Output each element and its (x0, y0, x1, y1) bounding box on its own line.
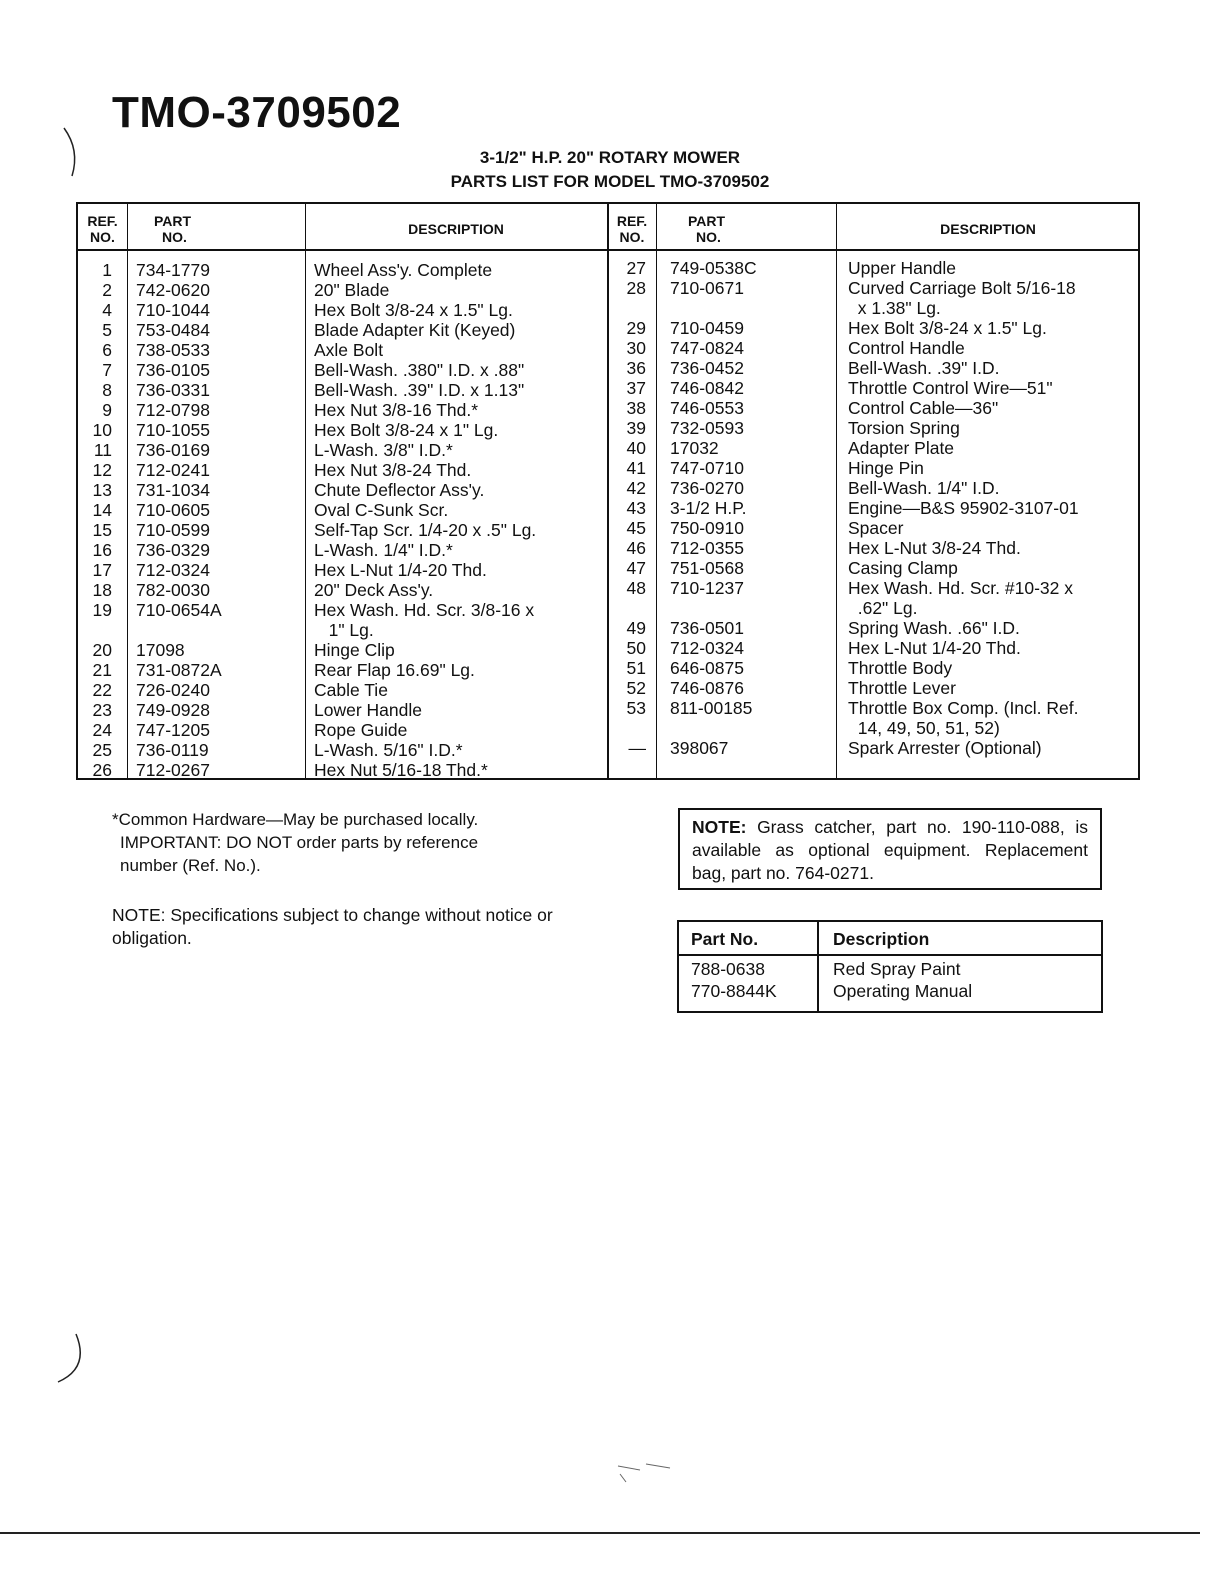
column-divider (817, 922, 819, 1011)
table-row (78, 358, 1138, 378)
ref-no-cell: 29 (626, 318, 646, 338)
part-no-cell: 750-0910 (670, 518, 744, 538)
description-cell: Hex L-Nut 1/4-20 Thd. (848, 638, 1021, 658)
description-cell: L-Wash. 3/8" I.D.* (314, 440, 453, 460)
part-no-cell: 736-0270 (670, 478, 744, 498)
ref-no-cell: 52 (626, 678, 646, 698)
header-ref-no-left (78, 210, 127, 248)
common-hardware-footnote (112, 808, 572, 877)
part-no-cell: 731-0872A (136, 660, 222, 680)
part-no-cell: 734-1779 (136, 260, 210, 280)
part-no-cell: 749-0538C (670, 258, 757, 278)
extra-row-description: Red Spray Paint (833, 959, 961, 979)
table-row (78, 678, 1138, 698)
footnote-line-3: number (Ref. No.). (120, 856, 261, 875)
ref-no-cell: 19 (92, 600, 112, 620)
right-row-group (78, 258, 1138, 758)
parts-list-table (76, 202, 1140, 780)
description-cell: Spacer (848, 518, 904, 538)
ref-no-cell: 26 (92, 760, 112, 780)
ref-no-cell: 25 (92, 740, 112, 760)
header-divider (679, 954, 1101, 956)
table-row (78, 458, 1138, 478)
table-row (78, 618, 1138, 638)
ref-no-cell: 47 (626, 558, 646, 578)
extra-row-description: Operating Manual (833, 981, 973, 1001)
scan-margin-mark (58, 124, 88, 180)
ref-no-cell: 48 (626, 578, 646, 598)
description-cell: Spring Wash. .66" I.D. (848, 618, 1020, 638)
subtitle-line-2: PARTS LIST FOR MODEL TMO-3709502 (450, 172, 770, 191)
part-no-cell: 17098 (136, 640, 185, 660)
extra-header-part-no: Part No. (691, 929, 759, 949)
specifications-note: NOTE: Specifications subject to change without notice or obligation. (112, 905, 553, 948)
description-cell: Throttle Lever (848, 678, 956, 698)
part-no-cell: 17032 (670, 438, 719, 458)
ref-no-cell: 27 (626, 258, 646, 278)
ref-no-cell: 39 (626, 418, 646, 438)
note-label: NOTE: (692, 817, 747, 837)
part-no-cell: 646-0875 (670, 658, 744, 678)
description-cell: Casing Clamp (848, 558, 958, 578)
description-cell: 20" Deck Ass'y. (314, 580, 434, 600)
table-row (78, 638, 1138, 658)
part-no-cell: 749-0928 (136, 700, 210, 720)
table-row (78, 258, 1138, 278)
header-part-line2: NO. (162, 229, 187, 245)
ref-no-cell: 4 (102, 300, 112, 320)
header-part-line2: NO. (696, 229, 721, 245)
scan-margin-mark (50, 1328, 90, 1388)
description-cell: Blade Adapter Kit (Keyed) (314, 320, 516, 340)
part-no-cell: 747-1205 (136, 720, 210, 740)
ref-no-cell: 16 (92, 540, 112, 560)
header-ref-line2: NO. (90, 229, 115, 245)
part-no-cell: 3-1/2 H.P. (670, 498, 747, 518)
table-row (78, 418, 1138, 438)
part-no-cell: 736-0329 (136, 540, 210, 560)
ref-no-cell: 53 (626, 698, 646, 718)
description-cell: Rope Guide (314, 720, 408, 740)
header-description-right: DESCRIPTION (940, 221, 1036, 237)
description-cell: Hex Bolt 3/8-24 x 1.5" Lg. (848, 318, 1047, 338)
ref-no-cell: 45 (626, 518, 646, 538)
description-cell: .62" Lg. (848, 598, 918, 618)
part-no-cell: 710-0599 (136, 520, 210, 540)
description-cell: Throttle Control Wire—51" (848, 378, 1053, 398)
header-ref-line1: REF. (87, 213, 118, 229)
page-title: TMO-3709502 (112, 88, 402, 137)
description-cell: 1" Lg. (314, 620, 374, 640)
description-cell: Self-Tap Scr. 1/4-20 x .5" Lg. (314, 520, 537, 540)
ref-no-cell: 8 (102, 380, 112, 400)
ref-no-cell: 38 (626, 398, 646, 418)
ref-no-cell: — (628, 738, 646, 758)
ref-no-cell: 28 (626, 278, 646, 298)
part-no-cell: 753-0484 (136, 320, 210, 340)
ref-no-cell: 40 (626, 438, 646, 458)
part-no-cell: 726-0240 (136, 680, 210, 700)
ref-no-cell: 23 (92, 700, 112, 720)
extra-row-part: 788-0638 (691, 959, 765, 979)
ref-no-cell: 41 (626, 458, 646, 478)
table-row (78, 658, 1138, 678)
part-no-cell: 712-0355 (670, 538, 744, 558)
description-cell: Hex Nut 5/16-18 Thd.* (314, 760, 488, 780)
part-no-cell: 746-0553 (670, 398, 744, 418)
description-cell: Wheel Ass'y. Complete (314, 260, 493, 280)
part-no-cell: 782-0030 (136, 580, 210, 600)
part-no-cell: 712-0324 (670, 638, 744, 658)
description-cell: Hinge Pin (848, 458, 924, 478)
description-cell: 14, 49, 50, 51, 52) (848, 718, 1000, 738)
document-subtitle (400, 146, 820, 194)
description-cell: Axle Bolt (314, 340, 384, 360)
table-row (78, 538, 1138, 558)
part-no-cell: 736-0105 (136, 360, 210, 380)
part-no-cell: 710-1055 (136, 420, 210, 440)
table-row (78, 698, 1138, 718)
extra-parts-table (677, 920, 1103, 1013)
description-cell: L-Wash. 5/16" I.D.* (314, 740, 463, 760)
table-row (78, 718, 1138, 738)
table-row (78, 498, 1138, 518)
note-text: Grass catcher, part no. 190-110-088, is available as optional equipment. Replacement bag, part no. 764-0271. (692, 817, 1088, 883)
description-cell: Hinge Clip (314, 640, 395, 660)
description-cell: x 1.38" Lg. (848, 298, 941, 318)
part-no-cell: 398067 (670, 738, 729, 758)
header-ref-no-right (608, 210, 656, 248)
description-cell: Control Handle (848, 338, 965, 358)
description-cell: Lower Handle (314, 700, 422, 720)
ref-no-cell: 14 (92, 500, 112, 520)
header-part-no-left (154, 210, 191, 248)
ref-no-cell: 37 (626, 378, 646, 398)
ref-no-cell: 6 (102, 340, 112, 360)
table-row (78, 338, 1138, 358)
scan-smudge-mark (610, 1452, 680, 1486)
description-cell: Hex Bolt 3/8-24 x 1" Lg. (314, 420, 499, 440)
ref-no-cell: 50 (626, 638, 646, 658)
table-row (78, 558, 1138, 578)
grass-catcher-note-box (678, 808, 1102, 890)
description-cell: Curved Carriage Bolt 5/16-18 (848, 278, 1076, 298)
page-bottom-rule (0, 1532, 1200, 1534)
table-row (78, 398, 1138, 418)
part-no-cell: 710-0459 (670, 318, 744, 338)
part-no-cell: 736-0452 (670, 358, 744, 378)
description-cell: L-Wash. 1/4" I.D.* (314, 540, 453, 560)
part-no-cell: 746-0842 (670, 378, 744, 398)
extra-header-description: Description (833, 929, 930, 949)
table-row (78, 598, 1138, 618)
ref-no-cell: 36 (626, 358, 646, 378)
part-no-cell: 747-0710 (670, 458, 744, 478)
part-no-cell: 710-0671 (670, 278, 744, 298)
header-ref-line1: REF. (616, 213, 648, 229)
ref-no-cell: 18 (92, 580, 112, 600)
description-cell: Throttle Body (848, 658, 953, 678)
description-cell: Hex Wash. Hd. Scr. 3/8-16 x (314, 600, 535, 620)
part-no-cell: 736-0169 (136, 440, 210, 460)
table-row (78, 760, 1138, 780)
header-divider (78, 249, 1138, 251)
header-description-left: DESCRIPTION (408, 221, 504, 237)
description-cell: Bell-Wash. 1/4" I.D. (848, 478, 1000, 498)
footnote-line-2: IMPORTANT: DO NOT order parts by reference (120, 833, 479, 852)
ref-no-cell: 7 (102, 360, 112, 380)
table-row (78, 438, 1138, 458)
part-no-cell: 811-00185 (670, 698, 753, 718)
description-cell: Engine—B&S 95902-3107-01 (848, 498, 1079, 518)
header-part-line1: PART (154, 213, 192, 229)
part-no-cell: 736-0331 (136, 380, 210, 400)
table-row (78, 518, 1138, 538)
description-cell: Hex Bolt 3/8-24 x 1.5" Lg. (314, 300, 513, 320)
header-part-line1: PART (688, 213, 726, 229)
ref-no-cell: 42 (626, 478, 646, 498)
table-row (78, 378, 1138, 398)
ref-no-cell: 5 (102, 320, 112, 340)
part-no-cell: 710-0654A (136, 600, 222, 620)
part-no-cell: 747-0824 (670, 338, 744, 358)
part-no-cell: 742-0620 (136, 280, 210, 300)
table-row (78, 318, 1138, 338)
extra-row-part: 770-8844K (691, 981, 777, 1001)
description-cell: Hex Wash. Hd. Scr. #10-32 x (848, 578, 1073, 598)
subtitle-line-1: 3-1/2" H.P. 20" ROTARY MOWER (479, 148, 741, 167)
ref-no-cell: 51 (626, 658, 646, 678)
ref-no-cell: 22 (92, 680, 112, 700)
part-no-cell: 731-1034 (136, 480, 210, 500)
part-no-cell: 712-0241 (136, 460, 210, 480)
part-no-cell: 736-0501 (670, 618, 744, 638)
ref-no-cell: 17 (92, 560, 112, 580)
ref-no-cell: 49 (626, 618, 646, 638)
header-ref-line2: NO. (619, 229, 645, 245)
ref-no-cell: 13 (92, 480, 112, 500)
ref-no-cell: 43 (626, 498, 646, 518)
part-no-cell: 712-0798 (136, 400, 210, 420)
description-cell: Hex L-Nut 3/8-24 Thd. (848, 538, 1021, 558)
description-cell: Oval C-Sunk Scr. (314, 500, 449, 520)
part-no-cell: 710-1044 (136, 300, 210, 320)
description-cell: Torsion Spring (848, 418, 960, 438)
description-cell: Chute Deflector Ass'y. (314, 480, 485, 500)
ref-no-cell: 11 (93, 440, 112, 460)
footnote-line-1: *Common Hardware—May be purchased locally. (112, 810, 479, 829)
ref-no-cell: 30 (626, 338, 646, 358)
table-row (78, 578, 1138, 598)
part-no-cell: 751-0568 (670, 558, 744, 578)
description-cell: Bell-Wash. .39" I.D. (848, 358, 1000, 378)
table-row (78, 298, 1138, 318)
description-cell: Spark Arrester (Optional) (848, 738, 1042, 758)
part-no-cell: 712-0324 (136, 560, 210, 580)
part-no-cell: 710-1237 (670, 578, 744, 598)
table-row (78, 478, 1138, 498)
ref-no-cell: 1 (102, 260, 112, 280)
part-no-cell: 746-0876 (670, 678, 744, 698)
part-no-cell: 710-0605 (136, 500, 210, 520)
part-no-cell: 736-0119 (136, 740, 209, 760)
description-cell: Hex L-Nut 1/4-20 Thd. (314, 560, 487, 580)
part-no-cell: 738-0533 (136, 340, 210, 360)
description-cell: Hex Nut 3/8-24 Thd. (314, 460, 472, 480)
part-no-cell: 712-0267 (136, 760, 210, 780)
description-cell: Hex Nut 3/8-16 Thd.* (314, 400, 479, 420)
ref-no-cell: 10 (92, 420, 112, 440)
header-part-no-right (688, 210, 725, 248)
table-row (78, 738, 1138, 758)
ref-no-cell: 24 (92, 720, 112, 740)
description-cell: Bell-Wash. .380" I.D. x .88" (314, 360, 525, 380)
description-cell: Upper Handle (848, 258, 956, 278)
description-cell: Control Cable—36" (848, 398, 999, 418)
table-row (78, 278, 1138, 298)
ref-no-cell: 21 (92, 660, 112, 680)
ref-no-cell: 46 (626, 538, 646, 558)
description-cell: Rear Flap 16.69" Lg. (314, 660, 475, 680)
ref-no-cell: 9 (102, 400, 112, 420)
ref-no-cell: 12 (92, 460, 112, 480)
part-no-cell: 732-0593 (670, 418, 744, 438)
description-cell: Cable Tie (314, 680, 388, 700)
ref-no-cell: 2 (102, 280, 112, 300)
description-cell: 20" Blade (314, 280, 390, 300)
ref-no-cell: 20 (92, 640, 112, 660)
description-cell: Adapter Plate (848, 438, 955, 458)
description-cell: Throttle Box Comp. (Incl. Ref. (848, 698, 1079, 718)
description-cell: Bell-Wash. .39" I.D. x 1.13" (314, 380, 525, 400)
ref-no-cell: 15 (92, 520, 112, 540)
